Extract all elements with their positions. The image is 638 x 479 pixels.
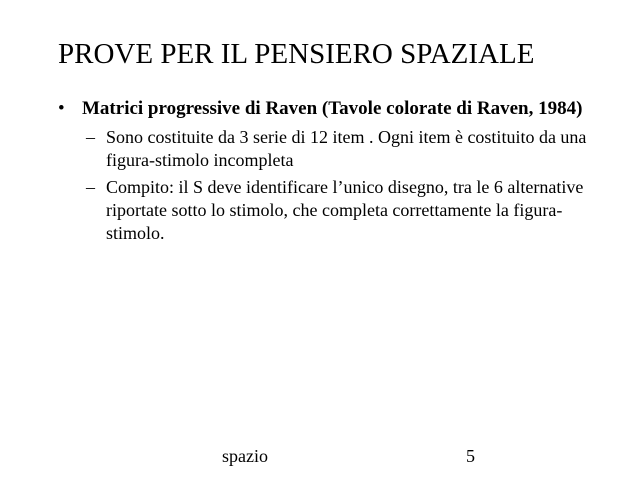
sub-bullet-item [58, 126, 598, 172]
sub-bullet-item [58, 176, 598, 245]
sub-bullet-marker: – [86, 177, 95, 197]
page-number: 5 [466, 446, 475, 466]
bullet-text: Matrici progressive di Raven (Tavole colorate di Raven, 1984) [82, 98, 583, 119]
footer-label: spazio [222, 446, 268, 466]
bullet-item [58, 96, 598, 121]
sub-bullet-text: Compito: il S deve identificare l’unico disegno, tra le 6 alternative riportate sotto lo stimolo, che completa correttamente la figura-stimolo. [106, 177, 584, 243]
sub-bullet-list [58, 126, 598, 245]
slide-title: PROVE PER IL PENSIERO SPAZIALE [58, 38, 535, 70]
sub-bullet-text: Sono costituite da 3 serie di 12 item . Ogni item è costituito da una figura-stimolo incompleta [106, 127, 587, 170]
sub-bullet-marker: – [86, 127, 95, 147]
bullet-marker: • [58, 98, 65, 119]
bullet-list [58, 96, 598, 249]
